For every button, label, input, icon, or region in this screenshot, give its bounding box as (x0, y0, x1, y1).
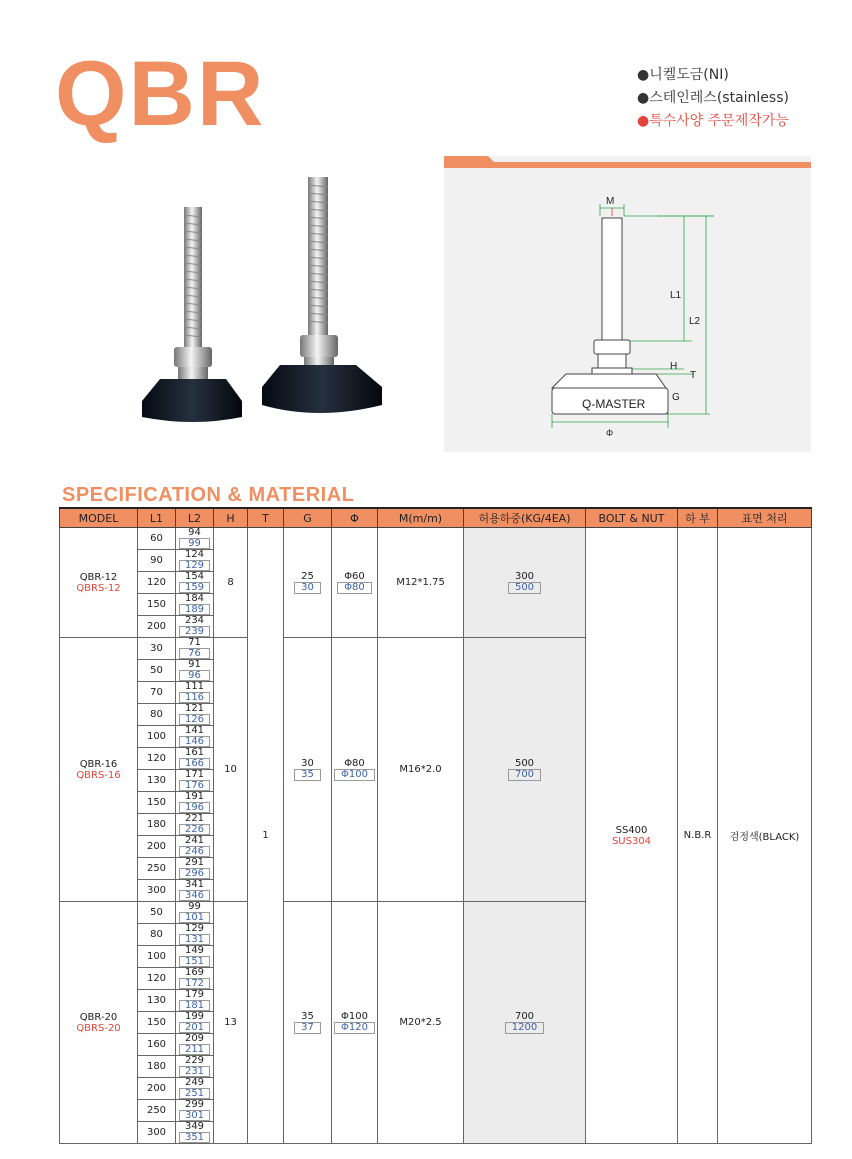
col-h: H (214, 508, 248, 528)
dim-m-label: M (606, 196, 615, 207)
l2-cell (176, 638, 214, 660)
l2-value: 124 (184, 549, 205, 560)
l2-cell (176, 1078, 214, 1100)
l1-cell: 80 (138, 704, 176, 726)
load-value: 700 (514, 1011, 535, 1022)
l2-value-stainless: 301 (179, 1110, 210, 1121)
model-name: QBR-20 (79, 1011, 118, 1023)
l2-value-stainless: 166 (179, 758, 210, 769)
model-name-stainless: QBRS-12 (76, 582, 121, 594)
g-value: 25 (301, 571, 314, 582)
l2-value-stainless: 96 (179, 670, 210, 681)
col-l2: L2 (176, 508, 214, 528)
load-cell (464, 528, 586, 638)
l2-value-stainless: 239 (179, 626, 210, 637)
l2-cell (176, 704, 214, 726)
dim-l1-label: L1 (670, 290, 682, 301)
l2-cell (176, 858, 214, 880)
leveler-large (262, 177, 382, 413)
l2-value-stainless: 146 (179, 736, 210, 747)
dim-g-label: G (672, 392, 680, 403)
l2-value: 129 (184, 923, 205, 934)
l1-cell: 80 (138, 924, 176, 946)
l1-cell: 180 (138, 1056, 176, 1078)
model-name: QBR-16 (79, 758, 118, 770)
product-title: QBR (55, 43, 266, 145)
g-value: 30 (301, 758, 314, 769)
l2-value-stainless: 231 (179, 1066, 210, 1077)
l2-value: 209 (184, 1033, 205, 1044)
col-m: M(m/m) (378, 508, 464, 528)
base-brand-label: Q-MASTER (582, 397, 646, 411)
g-value-stainless: 30 (294, 582, 321, 594)
l2-value-stainless: 226 (179, 824, 210, 835)
bolt-nut-cell (586, 528, 678, 1144)
g-cell (284, 902, 332, 1144)
spec-table (59, 507, 812, 1144)
l2-value: 149 (184, 945, 205, 956)
phi-value-stainless: Φ80 (337, 582, 372, 594)
l2-value: 179 (184, 989, 205, 1000)
l2-value: 191 (184, 791, 205, 802)
l2-value: 171 (184, 769, 205, 780)
l2-value: 299 (184, 1099, 205, 1110)
l2-cell (176, 968, 214, 990)
h-cell: 10 (214, 638, 248, 902)
l2-cell (176, 550, 214, 572)
l2-value-stainless: 346 (179, 890, 210, 901)
l2-value: 341 (184, 879, 205, 890)
phi-value: Φ60 (344, 571, 365, 582)
l2-value-stainless: 181 (179, 1000, 210, 1011)
load-value: 300 (514, 571, 535, 582)
l2-cell (176, 1100, 214, 1122)
l2-value: 221 (184, 813, 205, 824)
l2-value-stainless: 126 (179, 714, 210, 725)
l1-cell: 70 (138, 682, 176, 704)
col-t: T (248, 508, 284, 528)
model-name-stainless: QBRS-16 (76, 769, 121, 781)
h-cell: 13 (214, 902, 248, 1144)
l2-cell (176, 682, 214, 704)
l2-value: 91 (188, 659, 201, 670)
m-cell: M12*1.75 (378, 528, 464, 638)
l2-value-stainless: 211 (179, 1044, 210, 1055)
l2-value: 199 (184, 1011, 205, 1022)
l2-value: 349 (184, 1121, 205, 1132)
l1-cell: 180 (138, 814, 176, 836)
dim-t-label: T (690, 370, 697, 381)
l2-value-stainless: 76 (179, 648, 210, 659)
phi-cell (332, 902, 378, 1144)
l2-value: 184 (184, 593, 205, 604)
table-row (60, 528, 812, 550)
l1-cell: 120 (138, 748, 176, 770)
finish-cell: 검정색(BLACK) (718, 528, 812, 1144)
l2-value-stainless: 296 (179, 868, 210, 879)
l1-cell: 150 (138, 1012, 176, 1034)
l2-value: 291 (184, 857, 205, 868)
l1-cell: 50 (138, 902, 176, 924)
bolt-material: SS400 (615, 824, 648, 836)
l1-cell: 150 (138, 792, 176, 814)
load-value-stainless: 1200 (505, 1022, 544, 1034)
l1-cell: 120 (138, 572, 176, 594)
l2-value-stainless: 246 (179, 846, 210, 857)
l2-cell (176, 990, 214, 1012)
l1-cell: 250 (138, 858, 176, 880)
l2-cell (176, 1056, 214, 1078)
m-cell: M16*2.0 (378, 638, 464, 902)
note-custom-order: ●특수사양 주문제작가능 (637, 113, 789, 129)
l1-cell: 130 (138, 770, 176, 792)
l2-cell (176, 880, 214, 902)
l2-value: 229 (184, 1055, 205, 1066)
l2-value: 111 (184, 681, 205, 692)
l2-value-stainless: 101 (179, 912, 210, 923)
dim-l2-label: L2 (689, 316, 701, 327)
l2-value: 71 (188, 637, 201, 648)
load-cell (464, 638, 586, 902)
load-value: 500 (514, 758, 535, 769)
l2-value: 249 (184, 1077, 205, 1088)
l1-cell: 160 (138, 1034, 176, 1056)
dim-h-label: H (670, 361, 678, 372)
l1-cell: 100 (138, 946, 176, 968)
l2-cell (176, 814, 214, 836)
spec-section-title: SPECIFICATION & MATERIAL (62, 484, 355, 506)
l1-cell: 50 (138, 660, 176, 682)
col-base: 하 부 (678, 508, 718, 528)
option-notes (637, 64, 789, 133)
l2-value-stainless: 176 (179, 780, 210, 791)
phi-value-stainless: Φ120 (334, 1022, 375, 1034)
load-value-stainless: 700 (508, 769, 541, 781)
l2-cell (176, 528, 214, 550)
l2-value-stainless: 116 (179, 692, 210, 703)
l2-cell (176, 792, 214, 814)
l2-value: 99 (188, 901, 201, 912)
col-model: MODEL (60, 508, 138, 528)
l2-value-stainless: 351 (179, 1132, 210, 1143)
t-cell: 1 (248, 528, 284, 1144)
col-phi: Φ (332, 508, 378, 528)
col-load: 허용하중(KG/4EA) (464, 508, 586, 528)
l2-value-stainless: 172 (179, 978, 210, 989)
phi-value-stainless: Φ100 (334, 769, 375, 781)
l1-cell: 90 (138, 550, 176, 572)
l2-cell (176, 594, 214, 616)
l2-cell (176, 660, 214, 682)
col-g: G (284, 508, 332, 528)
l2-value-stainless: 151 (179, 956, 210, 967)
product-photo (120, 165, 400, 445)
l1-cell: 120 (138, 968, 176, 990)
l2-cell (176, 770, 214, 792)
l2-value: 94 (188, 527, 201, 538)
dimension-drawing (444, 156, 811, 452)
base-cell: N.B.R (678, 528, 718, 1144)
l2-cell (176, 902, 214, 924)
l2-cell (176, 946, 214, 968)
spec-header-row (60, 508, 812, 528)
l2-value: 241 (184, 835, 205, 846)
l2-value: 161 (184, 747, 205, 758)
technical-drawing (444, 156, 811, 452)
l1-cell: 30 (138, 638, 176, 660)
h-cell: 8 (214, 528, 248, 638)
l2-cell (176, 616, 214, 638)
model-cell (60, 528, 138, 638)
l1-cell: 200 (138, 836, 176, 858)
l2-value-stainless: 251 (179, 1088, 210, 1099)
load-value-stainless: 500 (508, 582, 541, 594)
leveler-small (142, 207, 242, 422)
l2-value: 154 (184, 571, 205, 582)
g-value-stainless: 35 (294, 769, 321, 781)
l1-cell: 60 (138, 528, 176, 550)
g-cell (284, 528, 332, 638)
model-name: QBR-12 (79, 571, 118, 583)
l1-cell: 200 (138, 1078, 176, 1100)
spec-body (60, 528, 812, 1144)
phi-value: Φ100 (341, 1011, 368, 1022)
g-value: 35 (301, 1011, 314, 1022)
phi-cell (332, 638, 378, 902)
col-finish: 표면 처리 (718, 508, 812, 528)
phi-cell (332, 528, 378, 638)
l2-value: 121 (184, 703, 205, 714)
l2-value-stainless: 201 (179, 1022, 210, 1033)
l2-value-stainless: 159 (179, 582, 210, 593)
dim-phi-label: Φ (606, 428, 614, 438)
l1-cell: 130 (138, 990, 176, 1012)
l2-cell (176, 1012, 214, 1034)
l2-cell (176, 572, 214, 594)
col-l1: L1 (138, 508, 176, 528)
model-name-stainless: QBRS-20 (76, 1022, 121, 1034)
l1-cell: 250 (138, 1100, 176, 1122)
phi-value: Φ80 (344, 758, 365, 769)
model-cell (60, 638, 138, 902)
note-nickel: ●니켈도금(NI) (637, 67, 729, 83)
l2-cell (176, 1034, 214, 1056)
l1-cell: 100 (138, 726, 176, 748)
l2-value-stainless: 99 (179, 538, 210, 549)
l2-cell (176, 748, 214, 770)
l2-value: 169 (184, 967, 205, 978)
l2-value: 234 (184, 615, 205, 626)
l2-cell (176, 836, 214, 858)
l2-value-stainless: 196 (179, 802, 210, 813)
model-cell (60, 902, 138, 1144)
note-stainless: ●스테인레스(stainless) (637, 90, 789, 106)
l2-value-stainless: 129 (179, 560, 210, 571)
m-cell: M20*2.5 (378, 902, 464, 1144)
l2-cell (176, 924, 214, 946)
l1-cell: 150 (138, 594, 176, 616)
g-cell (284, 638, 332, 902)
l2-value-stainless: 189 (179, 604, 210, 615)
l2-cell (176, 1122, 214, 1144)
l1-cell: 300 (138, 880, 176, 902)
l1-cell: 200 (138, 616, 176, 638)
l2-value-stainless: 131 (179, 934, 210, 945)
l2-value: 141 (184, 725, 205, 736)
l1-cell: 300 (138, 1122, 176, 1144)
load-cell (464, 902, 586, 1144)
col-bolt-nut: BOLT & NUT (586, 508, 678, 528)
bolt-material-stainless: SUS304 (611, 835, 652, 847)
g-value-stainless: 37 (294, 1022, 321, 1034)
l2-cell (176, 726, 214, 748)
